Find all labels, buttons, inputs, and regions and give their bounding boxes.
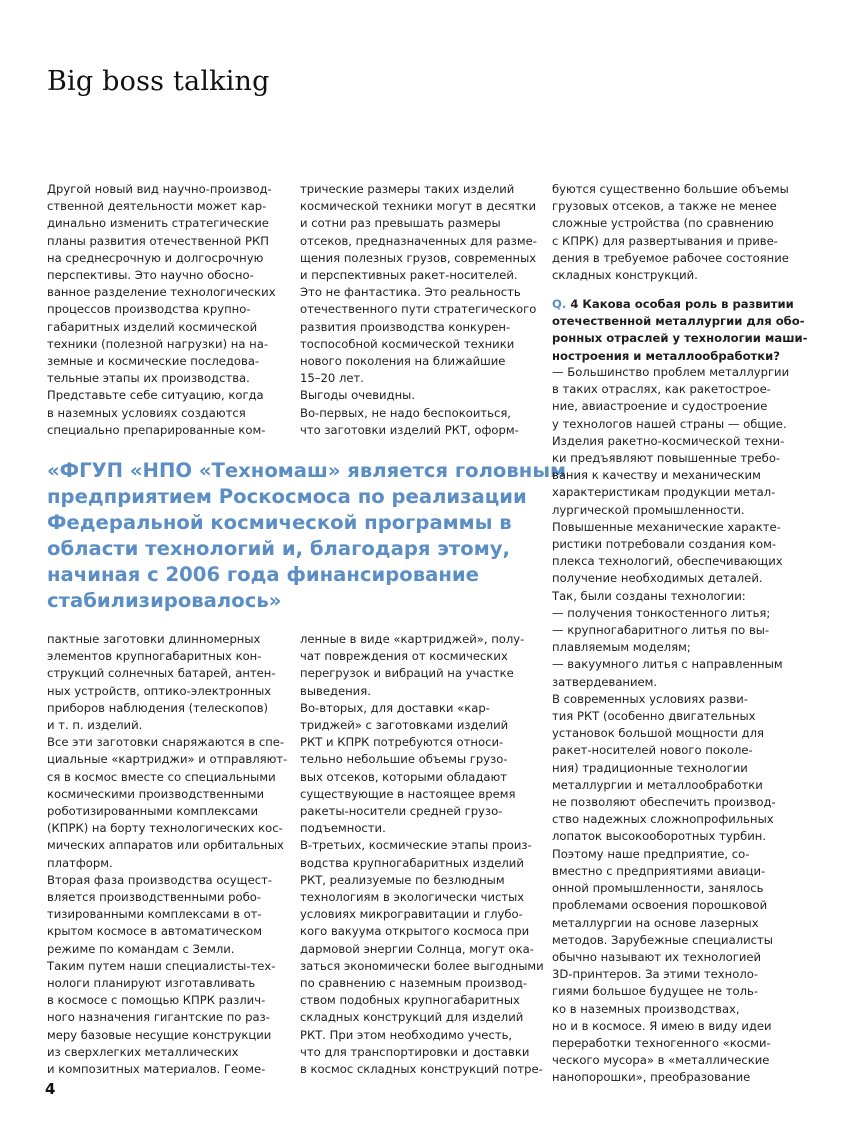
text-line: ние, авиастроение и судостроение <box>552 399 768 414</box>
question-line: ностроения и металлообработки? <box>552 348 780 363</box>
text-line: нового поколения на ближайшие <box>300 354 506 369</box>
text-line: онной промышленности, занялось <box>552 881 764 896</box>
text-line: гиями большое будущее не толь- <box>552 984 759 999</box>
text-line: Повышенные механические характе- <box>552 519 781 534</box>
text-line: меру базовые несущие конструкции <box>47 1027 272 1042</box>
text-line: ством подобных крупногабаритных <box>300 993 520 1008</box>
pull-quote-line: области технологий и, благодаря этому, <box>47 537 510 560</box>
text-line: условиях микрогравитации и глубо- <box>300 907 523 922</box>
text-line: элементов крупногабаритных кон- <box>47 649 262 664</box>
text-line: циальные «картриджи» и отправляют- <box>47 752 288 767</box>
text-line: 15–20 лет. <box>300 371 364 386</box>
text-line: ристики потребовали создания ком- <box>552 537 777 552</box>
text-line: что для транспортировки и доставки <box>300 1044 530 1059</box>
text-line: складных конструкций. <box>552 268 698 283</box>
text-line: характеристикам продукции метал- <box>552 485 776 500</box>
text-line: нологи планируют изготавливать <box>47 976 256 991</box>
text-line: вместно с предприятиями авиаци- <box>552 863 766 878</box>
column-1-top <box>47 181 276 439</box>
text-line: Другой новый вид научно-производ- <box>47 182 272 196</box>
text-line: дармовой энергии Солнца, могут ока- <box>300 941 534 956</box>
text-line: РКТ. При этом необходимо учесть, <box>300 1027 513 1042</box>
text-line: Выгоды очевидны. <box>300 388 416 403</box>
text-line: Представьте себе ситуацию, когда <box>47 388 264 403</box>
text-line: габаритных изделий космической <box>47 319 258 334</box>
text-line: чат повреждения от космических <box>300 649 508 664</box>
text-line: ракет-носителей нового поколе- <box>552 743 753 758</box>
column-3-top <box>552 181 789 284</box>
column-3-answer <box>552 364 789 1087</box>
text-line: грузовых отсеков, а также не менее <box>552 199 777 214</box>
text-line: вых отсеков, которыми обладают <box>300 769 508 784</box>
text-line: земные и космические последова- <box>47 354 260 369</box>
pull-quote-line: «ФГУП «НПО «Техномаш» является головным <box>47 459 567 482</box>
text-line: обычно называют их технологией <box>552 949 762 964</box>
text-line: космическими производственными <box>47 786 264 801</box>
text-line: складных конструкций для изделий <box>300 1010 524 1025</box>
text-line: перспективы. Это научно обосно- <box>47 268 254 283</box>
text-line: и перспективных ракет-носителей. <box>300 268 518 283</box>
page-number: 4 <box>45 1080 56 1098</box>
text-line: по сравнению с наземным производ- <box>300 976 528 991</box>
text-line: — Большинство проблем металлургии <box>552 365 790 379</box>
text-line: космической техники могут в десятки <box>300 199 537 214</box>
text-line: Таким путем наши специалисты-тех- <box>47 958 276 973</box>
text-line: вания к качеству и механическим <box>552 468 761 483</box>
text-line: металлургии и металлообработки <box>552 777 763 792</box>
text-line: техники (полезной нагрузки) на на- <box>47 336 269 351</box>
question-line: ронных отраслей у технологии маши- <box>552 331 808 346</box>
text-line: ческого мусора» в «металлические <box>552 1053 770 1068</box>
text-line: развития производства конкурен- <box>300 319 511 334</box>
text-line: и сотни раз превышать размеры <box>300 216 501 231</box>
text-line: Так, были созданы технологии: <box>552 588 746 603</box>
text-line: ственной деятельности может кар- <box>47 199 267 214</box>
pull-quote <box>47 458 567 614</box>
text-line: ных устройств, оптико-электронных <box>47 683 272 698</box>
text-line: в космосе с помощью КПРК различ- <box>47 993 266 1008</box>
text-line: Все эти заготовки снаряжаются в спе- <box>47 735 285 750</box>
text-line: и т. п. изделий. <box>47 718 143 733</box>
text-line: ленные в виде «картриджей», полу- <box>300 632 525 646</box>
text-line: ванное разделение технологических <box>47 285 276 300</box>
text-line: (КПРК) на борту технологических кос- <box>47 821 283 836</box>
text-line: трические размеры таких изделий <box>300 182 515 196</box>
text-line: РКТ, реализуемые по безлюдным <box>300 872 505 887</box>
text-line: проблемами освоения порошковой <box>552 898 768 913</box>
text-line: платформ. <box>47 855 113 870</box>
interview-question <box>552 296 807 365</box>
column-1-bottom <box>47 631 287 1078</box>
text-line: Поэтому наше предприятие, со- <box>552 846 750 861</box>
text-line: тизированными комплексами в от- <box>47 907 262 922</box>
text-line: сложные устройства (по сравнению <box>552 216 774 231</box>
text-line: ракеты-носители средней грузо- <box>300 804 503 819</box>
text-line: — получения тонкостенного литья; <box>552 605 771 620</box>
text-line: отечественного пути стратегического <box>300 302 537 317</box>
pull-quote-line: Федеральной космической программы в <box>47 511 512 534</box>
text-line: в наземных условиях создаются <box>47 405 246 420</box>
text-line: ко в наземных производствах, <box>552 1001 740 1016</box>
text-line: тельно небольшие объемы грузо- <box>300 752 508 767</box>
text-line: но и в космосе. Я имею в виду идеи <box>552 1018 772 1033</box>
text-line: методов. Зарубежные специалисты <box>552 932 773 947</box>
text-line: роботизированными комплексами <box>47 804 259 819</box>
text-line: с КПРК) для развертывания и приве- <box>552 233 778 248</box>
text-line: из сверхлегких металлических <box>47 1044 239 1059</box>
text-line: подъемности. <box>300 821 386 836</box>
pull-quote-line: предприятием Роскосмоса по реализации <box>47 485 527 508</box>
text-line: переработки техногенного «косми- <box>552 1035 771 1050</box>
text-line: ство надежных сложнопрофильных <box>552 812 774 827</box>
text-line: кого вакуума открытого космоса при <box>300 924 530 939</box>
text-line: планы развития отечественной РКП <box>47 233 269 248</box>
text-line: нанопорошки», преобразование <box>552 1070 751 1085</box>
text-line: в таких отраслях, как ракетострое- <box>552 382 771 397</box>
text-line: ки предъявляют повышенные требо- <box>552 451 781 466</box>
text-line: технологиям в экологически чистых <box>300 890 525 905</box>
text-line: щения полезных грузов, современных <box>300 250 537 265</box>
text-line: затвердеванием. <box>552 674 658 689</box>
text-line: триджей» с заготовками изделий <box>300 718 509 733</box>
text-line: на среднесрочную и долгосрочную <box>47 250 264 265</box>
text-line: В-третьих, космические этапы произ- <box>300 838 532 853</box>
text-line: существующие в настоящее время <box>300 786 516 801</box>
text-line: выведения. <box>300 683 371 698</box>
question-line: отечественной металлургии для обо- <box>552 314 805 329</box>
text-line: динально изменить стратегические <box>47 216 269 231</box>
text-line: металлургии на основе лазерных <box>552 915 759 930</box>
text-line: Во-вторых, для доставки «кар- <box>300 700 490 715</box>
text-line: приборов наблюдения (телескопов) <box>47 700 269 715</box>
text-line: перегрузок и вибраций на участке <box>300 666 514 681</box>
text-line: лопаток высокооборотных турбин. <box>552 829 767 844</box>
text-line: ся в космос вместе со специальными <box>47 769 276 784</box>
question-text: 4 Какова особая роль в развитии <box>570 297 794 311</box>
text-line: — крупногабаритного литья по вы- <box>552 623 770 638</box>
text-line: дения в требуемое рабочее состояние <box>552 250 789 265</box>
text-line: и композитных материалов. Геоме- <box>47 1062 266 1077</box>
text-line: ния) традиционные технологии <box>552 760 748 775</box>
text-line: получение необходимых деталей. <box>552 571 763 586</box>
text-line: пактные заготовки длинномерных <box>47 632 261 646</box>
text-line: ного назначения гигантские по раз- <box>47 1010 270 1025</box>
text-line: РКТ и КПРК потребуются относи- <box>300 735 504 750</box>
question-label: Q. <box>552 297 567 311</box>
text-line: отсеков, предназначенных для разме- <box>300 233 537 248</box>
text-line: тия РКТ (особенно двигательных <box>552 709 756 724</box>
column-2-top <box>300 181 537 439</box>
text-line: струкций солнечных батарей, антен- <box>47 666 276 681</box>
pull-quote-line: стабилизировалось» <box>47 589 282 612</box>
text-line: что заготовки изделий РКТ, оформ- <box>300 422 519 437</box>
text-line: Это не фантастика. Это реальность <box>300 285 521 300</box>
text-line: установок большой мощности для <box>552 726 764 741</box>
text-line: крытом космосе в автоматическом <box>47 924 262 939</box>
text-line: буются существенно большие объемы <box>552 182 789 196</box>
text-line: лургической промышленности. <box>552 502 745 517</box>
text-line: режиме по командам с Земли. <box>47 941 235 956</box>
text-line: специально препарированные ком- <box>47 422 266 437</box>
text-line: Во-первых, не надо беспокоиться, <box>300 405 511 420</box>
question-line <box>552 296 807 313</box>
text-line: тоспособной космической техники <box>300 336 515 351</box>
text-line: 3D-принтеров. За этими техноло- <box>552 967 759 982</box>
text-line: Изделия ракетно-космической техни- <box>552 433 785 448</box>
text-line: тельные этапы их производства. <box>47 371 250 386</box>
text-line: процессов производства крупно- <box>47 302 251 317</box>
text-line: заться экономически более выгодными <box>300 958 544 973</box>
text-line: Вторая фаза производства осущест- <box>47 872 273 887</box>
text-line: — вакуумного литья с направленным <box>552 657 783 672</box>
text-line: В современных условиях разви- <box>552 691 748 706</box>
column-2-bottom <box>300 631 544 1078</box>
text-line: у технологов нашей страны — общие. <box>552 416 787 431</box>
section-title: Big boss talking <box>47 66 270 97</box>
pull-quote-line: начиная с 2006 года финансирование <box>47 563 479 586</box>
text-line: плавляемым моделям; <box>552 640 691 655</box>
text-line: не позволяют обеспечить производ- <box>552 795 776 810</box>
text-line: водства крупногабаритных изделий <box>300 855 524 870</box>
text-line: плекса технологий, обеспечивающих <box>552 554 783 569</box>
text-line: мических аппаратов или орбитальных <box>47 838 284 853</box>
text-line: в космос складных конструкций потре- <box>300 1062 543 1077</box>
text-line: вляется производственными робо- <box>47 890 262 905</box>
